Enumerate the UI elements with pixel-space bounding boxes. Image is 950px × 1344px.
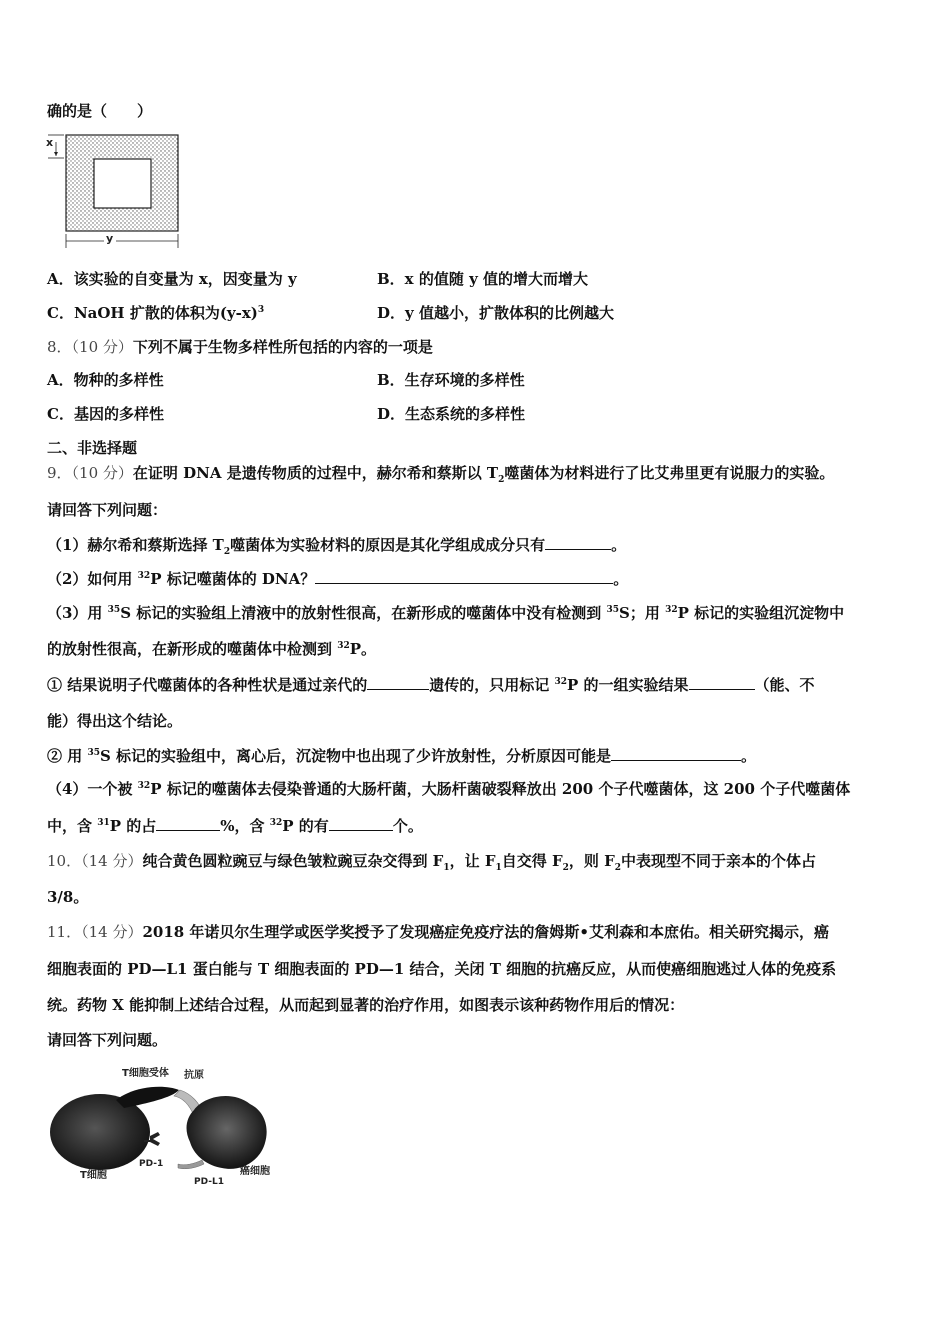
q9-p1-end: 。	[611, 536, 627, 554]
q9-p3-a: （3）用	[47, 604, 108, 622]
q9-c2-blank[interactable]	[611, 746, 741, 761]
q9-c2-end: 。	[741, 747, 757, 765]
q9-p4-line2-sup2: 32	[269, 818, 283, 828]
section-heading: 二、非选择题	[47, 439, 138, 457]
q10-sub4: 2	[614, 863, 622, 873]
q11-figure	[44, 1060, 284, 1190]
q9-number: 9．（10 分）	[47, 464, 133, 482]
q9-p3-line2-sup: 32	[337, 641, 350, 651]
q10-stem	[47, 851, 816, 871]
q9-p3-sup3: 32	[665, 605, 678, 615]
q9-p1-blank[interactable]	[545, 535, 611, 550]
q9-p1-b: 噬菌体为实验材料的原因是其化学组成成分只有	[230, 536, 546, 554]
q9-c1-blank2[interactable]	[689, 675, 755, 690]
q11-line1-text: 2018 年诺贝尔生理学或医学奖授予了发现癌症免疫疗法的詹姆斯•艾利森和本庶佑。相关研究揭示，癌	[142, 923, 830, 941]
label-pd1: PD-1	[139, 1159, 164, 1169]
q10-number: 10．（14 分）	[47, 852, 143, 870]
q9-c2-a: ② 用	[47, 747, 88, 765]
fig-label-x: x	[46, 136, 54, 149]
q9-p3-sup2: 35	[606, 605, 620, 615]
q9-c1-line2: 能）得出这个结论。	[47, 712, 183, 730]
q9-p1-sub: 2	[223, 547, 231, 557]
q10-a: 纯合黄色圆粒豌豆与绿色皱粒豌豆杂交得到 F	[142, 852, 444, 870]
q9-c1-d: （能、不	[754, 676, 815, 694]
q9-part2	[47, 569, 628, 589]
q11-line2: 细胞表面的 PD—L1 蛋白能与 T 细胞表面的 PD—1 结合，关闭 T 细胞的抗癌反应，从而使癌细胞逃过人体的免疫系	[47, 960, 837, 978]
q7-option-b[interactable]: B．x 的值随 y 值的增大而增大	[377, 270, 589, 288]
q9-prompt: 请回答下列问题：	[47, 501, 168, 519]
q7-figure	[44, 130, 184, 252]
q9-c1-a: ① 结果说明子代噬菌体的各种性状是通过亲代的	[47, 676, 368, 694]
q9-part4-line2	[47, 816, 423, 836]
q9-p2-b: P 标记噬菌体的 DNA？	[150, 570, 316, 588]
q8-number: 8．（10 分）	[47, 338, 133, 356]
q10-b: ，让 F	[449, 852, 496, 870]
q9-p2-a: （2）如何用	[47, 570, 138, 588]
q10-line2: 3/8。	[47, 888, 89, 906]
q9-c2-b: S 标记的实验组中，离心后，沉淀物中也出现了少许放射性，分析原因可能是	[99, 747, 612, 765]
label-cancer-cell: 癌细胞	[240, 1166, 270, 1177]
q7-option-a[interactable]: A．该实验的自变量为 x，因变量为 y	[47, 270, 297, 288]
q10-sub2: 1	[495, 863, 502, 873]
q9-p3-d: P 标记的实验组沉淀物中	[677, 604, 845, 622]
q7-option-c-sup: 3	[257, 305, 265, 315]
q7-option-d[interactable]: D．y 值越小，扩散体积的比例越大	[377, 304, 614, 322]
q9-p4-line2-c: %，含	[220, 817, 270, 835]
q8-option-a[interactable]: A．物种的多样性	[47, 371, 164, 389]
q10-sub3: 2	[562, 863, 569, 873]
q11-prompt: 请回答下列问题。	[47, 1031, 168, 1049]
q9-part3-line2	[47, 639, 376, 659]
q9-p4-blank2[interactable]	[329, 816, 393, 831]
q10-e: 中表现型不同于亲本的个体占	[621, 852, 817, 870]
q10-d: ，则 F	[568, 852, 615, 870]
q7-option-c[interactable]	[47, 303, 264, 323]
q9-p3-sup1: 35	[107, 605, 121, 615]
q10-c: 自交得 F	[501, 852, 563, 870]
label-t-cell: T细胞	[80, 1170, 107, 1181]
q9-part4-line1	[47, 779, 850, 799]
label-antigen: 抗原	[184, 1070, 204, 1081]
q9-stem-b: 噬菌体为材料进行了比艾弗里更有说服力的实验。	[504, 464, 835, 482]
q9-c1-blank1[interactable]	[367, 675, 429, 690]
q9-p4-blank1[interactable]	[156, 816, 220, 831]
q9-p3-c: S；用	[619, 604, 666, 622]
inner-square	[94, 159, 151, 208]
q9-p1-a: （1）赫尔希和蔡斯选择 T	[47, 536, 224, 554]
q9-part3-line1	[47, 603, 844, 623]
q9-c2	[47, 746, 756, 766]
q9-stem	[47, 463, 834, 483]
t-cell-receptor	[116, 1087, 179, 1108]
q9-part1	[47, 535, 626, 555]
q9-c1-sup: 32	[554, 677, 567, 687]
q7-stem-tail: 确的是（ ）	[47, 102, 153, 120]
q9-p3-line2-a: 的放射性很高，在新形成的噬菌体中检测到	[47, 640, 338, 658]
q9-p2-sup: 32	[137, 571, 151, 581]
q11-number: 11．（14 分）	[47, 923, 143, 941]
q8-stem-text: 下列不属于生物多样性所包括的内容的一项是	[132, 338, 433, 356]
q9-p3-b: S 标记的实验组上清液中的放射性很高，在新形成的噬菌体中没有检测到	[120, 604, 607, 622]
q9-p4-sup: 32	[137, 781, 151, 791]
q9-c1-line1	[47, 675, 815, 695]
q11-line1	[47, 922, 829, 942]
q9-p4-line2-d: P 的有	[282, 817, 329, 835]
q11-line3: 统。药物 X 能抑制上述结合过程，从而起到显著的治疗作用，如图表示该种药物作用后的情况：	[47, 996, 685, 1014]
q9-p2-blank[interactable]	[315, 569, 613, 584]
q9-p3-line2-b: P。	[349, 640, 377, 658]
q9-c1-b: 遗传的，只用标记	[429, 676, 555, 694]
q9-c1-c: P 的一组实验结果	[567, 676, 689, 694]
q7-option-c-text: C．NaOH 扩散的体积为(y-x)	[47, 304, 258, 322]
q8-option-c[interactable]: C．基因的多样性	[47, 405, 164, 423]
q9-p4-b: P 标记的噬菌体去侵染普通的大肠杆菌，大肠杆菌破裂释放出 200 个子代噬菌体，这 200 个子代噬菌体	[150, 780, 851, 798]
q9-p4-line2-a: 中，含	[47, 817, 98, 835]
pdl1	[178, 1160, 204, 1169]
q9-p2-end: 。	[613, 570, 629, 588]
label-pdl1: PD-L1	[194, 1177, 224, 1187]
label-t-receptor: T细胞受体	[122, 1068, 169, 1079]
q9-p4-line2-sup1: 31	[97, 818, 110, 828]
q10-sub1: 1	[443, 863, 450, 873]
fig-label-y: y	[106, 232, 114, 245]
q9-p4-a: （4）一个被	[47, 780, 138, 798]
cancer-cell	[187, 1096, 267, 1169]
q9-p4-line2-b: P 的占	[109, 817, 157, 835]
q9-stem-sub: 2	[498, 475, 505, 485]
q8-option-d[interactable]: D．生态系统的多样性	[377, 405, 526, 423]
q9-stem-a: 在证明 DNA 是遗传物质的过程中，赫尔希和蔡斯以 T	[132, 464, 499, 482]
q8-stem	[47, 337, 433, 357]
q8-option-b[interactable]: B．生存环境的多样性	[377, 371, 525, 389]
q9-p4-line2-e: 个。	[392, 817, 423, 835]
q9-c2-sup: 35	[87, 748, 100, 758]
